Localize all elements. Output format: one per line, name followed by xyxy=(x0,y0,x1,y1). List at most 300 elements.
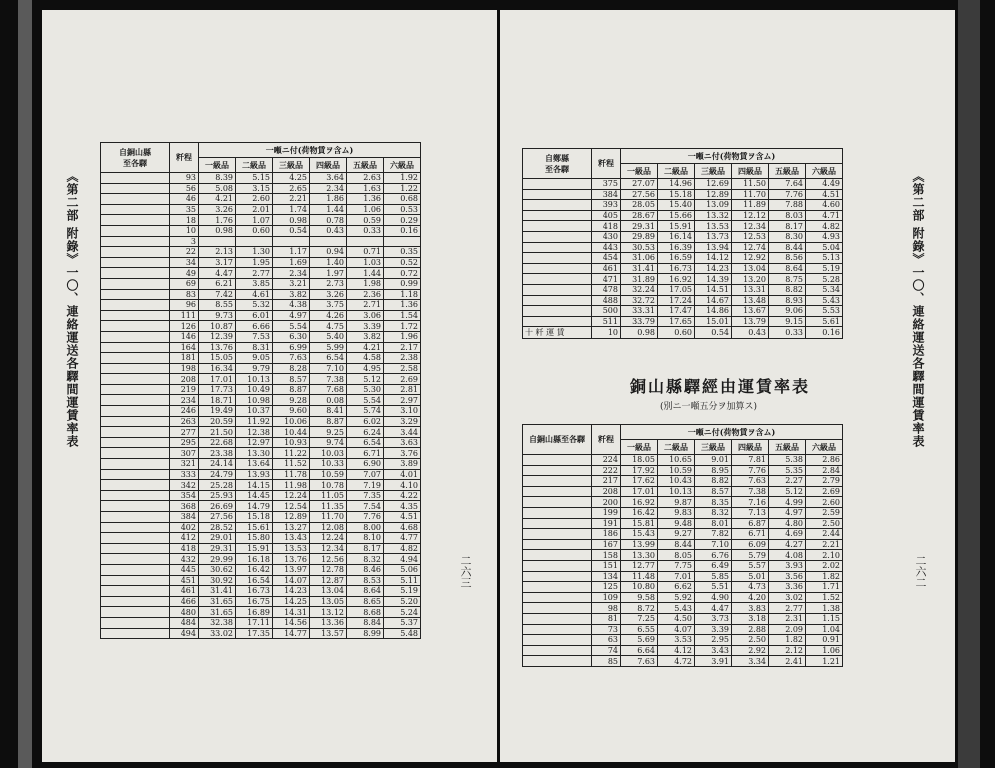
corner-from: 自銅山縣 xyxy=(119,146,151,157)
fare-value xyxy=(347,236,384,247)
distance-value: 461 xyxy=(592,263,621,274)
fare-value: 32.24 xyxy=(621,284,658,295)
fare-value: 2.69 xyxy=(384,374,421,385)
fare-value: 4.20 xyxy=(732,592,769,603)
fare-value: 13.67 xyxy=(732,306,769,317)
fare-value: 12.12 xyxy=(732,210,769,221)
fare-value: 11.89 xyxy=(732,200,769,211)
fare-value: 4.21 xyxy=(347,342,384,353)
corner-to: 至各驛 xyxy=(545,163,569,174)
table-row xyxy=(101,236,421,247)
fare-value: 13.97 xyxy=(273,564,310,575)
table-row xyxy=(523,529,843,540)
class-header: 三級品 xyxy=(695,164,732,179)
class-header: 一級品 xyxy=(199,158,236,173)
distance-value: 93 xyxy=(170,173,199,184)
table-row xyxy=(101,437,421,448)
fare-value: 12.97 xyxy=(236,437,273,448)
fare-value: 13.04 xyxy=(732,263,769,274)
fare-value: 8.56 xyxy=(769,253,806,264)
distance-value: 412 xyxy=(170,533,199,544)
fare-value: 1.72 xyxy=(384,321,421,332)
fare-value: 30.92 xyxy=(199,575,236,586)
fare-value: 13.32 xyxy=(695,210,732,221)
fare-value: 0.52 xyxy=(384,257,421,268)
fare-value: 7.76 xyxy=(347,512,384,523)
fare-value: 11.52 xyxy=(273,459,310,470)
fare-value: 7.63 xyxy=(732,476,769,487)
fare-value: 1.36 xyxy=(347,194,384,205)
fare-value: 13.12 xyxy=(310,607,347,618)
fare-value: 12.92 xyxy=(732,253,769,264)
fare-value: 8.46 xyxy=(347,564,384,575)
table-row xyxy=(523,613,843,624)
fare-value: 8.87 xyxy=(273,384,310,395)
fare-value: 14.45 xyxy=(236,490,273,501)
fare-value: 3.93 xyxy=(769,560,806,571)
fare-value: 2.36 xyxy=(347,289,384,300)
distance-value: 46 xyxy=(170,194,199,205)
distance-value: 98 xyxy=(592,603,621,614)
table-subtitle: (別ニ一噸五分ヲ加算ス) xyxy=(660,402,758,412)
fare-value: 8.82 xyxy=(695,476,732,487)
table-row xyxy=(523,200,843,211)
fare-value: 17.24 xyxy=(658,295,695,306)
fare-value: 8.05 xyxy=(658,550,695,561)
station-name xyxy=(523,210,592,221)
table-row xyxy=(523,507,843,518)
station-name xyxy=(523,635,592,646)
fare-value: 12.34 xyxy=(732,221,769,232)
fare-value: 8.82 xyxy=(769,284,806,295)
fare-value: 12.24 xyxy=(273,490,310,501)
fare-value: 2.10 xyxy=(806,550,843,561)
book-binding-left xyxy=(18,0,32,768)
fare-value: 2.60 xyxy=(236,194,273,205)
distance-value: 208 xyxy=(592,486,621,497)
fare-value: 13.99 xyxy=(621,539,658,550)
station-name xyxy=(101,575,170,586)
fare-group-header: 一噸ニ付(荷物賃ヲ含ム) xyxy=(621,425,843,440)
fare-value: 5.74 xyxy=(347,406,384,417)
fare-value: 14.51 xyxy=(695,284,732,295)
table-row xyxy=(101,173,421,184)
fare-value: 5.12 xyxy=(769,486,806,497)
distance-value: 186 xyxy=(592,529,621,540)
station-name xyxy=(523,465,592,476)
fare-value: 1.82 xyxy=(806,571,843,582)
fare-value: 9.15 xyxy=(769,316,806,327)
fare-value: 8.17 xyxy=(769,221,806,232)
station-name xyxy=(523,455,592,466)
left-running-header: 《第二部 附錄》一〇、連絡運送各驛間運賃率表 xyxy=(65,170,79,449)
fare-value: 4.58 xyxy=(347,353,384,364)
fare-value: 2.71 xyxy=(347,300,384,311)
fare-value: 2.21 xyxy=(273,194,310,205)
table-row xyxy=(101,459,421,470)
class-header: 五級品 xyxy=(769,164,806,179)
class-header: 二級品 xyxy=(658,164,695,179)
table-row xyxy=(101,342,421,353)
fare-value: 2.09 xyxy=(769,624,806,635)
corner-header xyxy=(523,425,592,455)
fare-value: 8.55 xyxy=(199,300,236,311)
fare-value: 0.54 xyxy=(273,225,310,236)
station-name xyxy=(523,497,592,508)
fare-value: 4.71 xyxy=(806,210,843,221)
fare-value: 5.30 xyxy=(347,384,384,395)
distance-value: 405 xyxy=(592,210,621,221)
distance-value: 393 xyxy=(592,200,621,211)
fare-value: 13.09 xyxy=(695,200,732,211)
fare-value: 2.12 xyxy=(769,645,806,656)
fare-value: 8.99 xyxy=(347,628,384,639)
fare-value: 16.59 xyxy=(658,253,695,264)
fare-value: 7.53 xyxy=(236,331,273,342)
fare-value: 9.28 xyxy=(273,395,310,406)
fare-value: 13.76 xyxy=(273,554,310,565)
fare-value: 4.12 xyxy=(658,645,695,656)
station-name xyxy=(101,554,170,565)
distance-value: 375 xyxy=(592,179,621,190)
table-row xyxy=(101,300,421,311)
table-row xyxy=(523,221,843,232)
table-row xyxy=(101,406,421,417)
fare-value: 4.47 xyxy=(199,268,236,279)
station-name xyxy=(523,263,592,274)
fare-value: 15.40 xyxy=(658,200,695,211)
fare-value: 3.06 xyxy=(347,310,384,321)
fare-value: 5.54 xyxy=(273,321,310,332)
fare-value: 10.44 xyxy=(273,427,310,438)
fare-value: 7.76 xyxy=(769,189,806,200)
station-name xyxy=(101,363,170,374)
distance-value: 471 xyxy=(592,274,621,285)
fare-value: 15.66 xyxy=(658,210,695,221)
fare-value: 3.76 xyxy=(384,448,421,459)
right-page xyxy=(500,10,955,762)
fare-value: 7.88 xyxy=(769,200,806,211)
fare-value: 14.25 xyxy=(273,596,310,607)
fare-value: 5.37 xyxy=(384,617,421,628)
fare-value: 4.90 xyxy=(695,592,732,603)
table-row xyxy=(101,257,421,268)
fare-value: 18.71 xyxy=(199,395,236,406)
fare-value: 13.73 xyxy=(695,231,732,242)
distance-value: 445 xyxy=(170,564,199,575)
station-name xyxy=(101,406,170,417)
fare-value: 10.33 xyxy=(310,459,347,470)
fare-value: 8.87 xyxy=(310,416,347,427)
fare-value: 14.79 xyxy=(236,501,273,512)
distance-value: 224 xyxy=(592,455,621,466)
station-name xyxy=(101,512,170,523)
fare-value: 2.31 xyxy=(769,613,806,624)
distance-value: 217 xyxy=(592,476,621,487)
fare-value: 6.87 xyxy=(732,518,769,529)
fare-value: 0.98 xyxy=(273,215,310,226)
fare-value: 2.34 xyxy=(273,268,310,279)
fare-value: 5.57 xyxy=(732,560,769,571)
fare-value: 27.07 xyxy=(621,179,658,190)
fare-value: 24.14 xyxy=(199,459,236,470)
fare-value: 17.73 xyxy=(199,384,236,395)
fare-value: 4.72 xyxy=(658,656,695,667)
fare-value: 9.27 xyxy=(658,529,695,540)
fare-value: 2.27 xyxy=(769,476,806,487)
station-name xyxy=(523,221,592,232)
fare-value: 2.81 xyxy=(384,384,421,395)
fare-value: 12.56 xyxy=(310,554,347,565)
fare-value: 30.62 xyxy=(199,564,236,575)
class-header: 六級品 xyxy=(806,164,843,179)
fare-value: 10.43 xyxy=(658,476,695,487)
fare-value: 11.05 xyxy=(310,490,347,501)
class-header: 五級品 xyxy=(769,440,806,455)
fare-value: 7.81 xyxy=(732,455,769,466)
fare-value: 7.38 xyxy=(732,486,769,497)
fare-value: 4.35 xyxy=(384,501,421,512)
fare-value xyxy=(273,236,310,247)
table-row xyxy=(523,550,843,561)
fare-value: 1.36 xyxy=(384,300,421,311)
fare-value: 8.65 xyxy=(347,596,384,607)
fare-value: 10.13 xyxy=(658,486,695,497)
station-name xyxy=(523,507,592,518)
table-row xyxy=(523,242,843,253)
table-row xyxy=(101,427,421,438)
fare-value: 13.76 xyxy=(199,342,236,353)
table-row xyxy=(101,469,421,480)
fare-value: 2.86 xyxy=(806,455,843,466)
fare-value: 16.54 xyxy=(236,575,273,586)
fare-value: 10.03 xyxy=(310,448,347,459)
fare-value: 17.62 xyxy=(621,476,658,487)
fare-value: 1.74 xyxy=(273,204,310,215)
fare-value: 2.79 xyxy=(806,476,843,487)
fare-value: 5.06 xyxy=(384,564,421,575)
fare-value: 3.91 xyxy=(695,656,732,667)
station-name xyxy=(101,596,170,607)
fare-value: 11.48 xyxy=(621,571,658,582)
fare-value: 1.07 xyxy=(236,215,273,226)
station-name xyxy=(523,613,592,624)
distance-value: 384 xyxy=(170,512,199,523)
distance-value: 384 xyxy=(592,189,621,200)
fare-value: 16.73 xyxy=(658,263,695,274)
table-row xyxy=(523,486,843,497)
table-row xyxy=(101,363,421,374)
fare-value: 12.54 xyxy=(273,501,310,512)
distance-value: 126 xyxy=(170,321,199,332)
fare-value: 9.79 xyxy=(236,363,273,374)
fare-value: 3.29 xyxy=(384,416,421,427)
fare-value: 12.74 xyxy=(732,242,769,253)
distance-header: 粁程 xyxy=(170,143,199,173)
fare-value: 3.15 xyxy=(236,183,273,194)
fare-value: 4.77 xyxy=(384,533,421,544)
fare-value: 5.15 xyxy=(236,173,273,184)
table-row xyxy=(101,554,421,565)
fare-value: 10.93 xyxy=(273,437,310,448)
fare-value: 31.89 xyxy=(621,274,658,285)
fare-value: 1.15 xyxy=(806,613,843,624)
table-row xyxy=(523,518,843,529)
fare-value: 0.08 xyxy=(310,395,347,406)
fare-value: 7.63 xyxy=(273,353,310,364)
fare-value: 1.98 xyxy=(347,278,384,289)
fare-value: 5.04 xyxy=(806,242,843,253)
distance-value: 22 xyxy=(170,247,199,258)
distance-value: 454 xyxy=(592,253,621,264)
station-name xyxy=(101,543,170,554)
fare-value: 1.86 xyxy=(310,194,347,205)
table-row xyxy=(523,539,843,550)
right-running-header: 《第二部 附錄》一〇、連絡運送各驛間運賃率表 xyxy=(911,170,925,449)
fare-value: 1.63 xyxy=(347,183,384,194)
table-row xyxy=(101,247,421,258)
station-name xyxy=(101,617,170,628)
distance-value: 81 xyxy=(592,613,621,624)
fare-value: 12.08 xyxy=(310,522,347,533)
fare-value: 11.50 xyxy=(732,179,769,190)
fare-value: 12.34 xyxy=(310,543,347,554)
table-row xyxy=(101,607,421,618)
fare-value: 16.34 xyxy=(199,363,236,374)
fare-value: 2.88 xyxy=(732,624,769,635)
fare-value: 2.84 xyxy=(806,465,843,476)
fare-value: 9.74 xyxy=(310,437,347,448)
table-row xyxy=(523,316,843,327)
fare-value: 6.64 xyxy=(621,645,658,656)
fare-value: 1.22 xyxy=(384,183,421,194)
fare-value: 14.56 xyxy=(273,617,310,628)
fare-value: 31.41 xyxy=(621,263,658,274)
fare-value: 16.89 xyxy=(236,607,273,618)
fare-value: 2.34 xyxy=(310,183,347,194)
fare-value: 2.77 xyxy=(769,603,806,614)
fare-value: 33.79 xyxy=(621,316,658,327)
fare-value: 8.35 xyxy=(695,497,732,508)
distance-value: 181 xyxy=(170,353,199,364)
fare-value: 33.31 xyxy=(621,306,658,317)
distance-value: 461 xyxy=(170,586,199,597)
fare-value: 10.37 xyxy=(236,406,273,417)
fare-value: 33.02 xyxy=(199,628,236,639)
fare-value: 12.39 xyxy=(199,331,236,342)
fare-value: 16.14 xyxy=(658,231,695,242)
fare-value: 4.27 xyxy=(769,539,806,550)
fare-value: 3.02 xyxy=(769,592,806,603)
fare-value: 1.03 xyxy=(347,257,384,268)
station-name xyxy=(523,284,592,295)
station-name xyxy=(101,437,170,448)
fare-value: 1.40 xyxy=(310,257,347,268)
class-header: 三級品 xyxy=(695,440,732,455)
fare-value: 7.10 xyxy=(695,539,732,550)
distance-value: 63 xyxy=(592,635,621,646)
table-row xyxy=(101,586,421,597)
table-row xyxy=(523,189,843,200)
station-name xyxy=(523,253,592,264)
fare-value: 18.05 xyxy=(621,455,658,466)
fare-value: 13.48 xyxy=(732,295,769,306)
fare-value: 14.12 xyxy=(695,253,732,264)
fare-value: 2.92 xyxy=(732,645,769,656)
fare-value: 4.01 xyxy=(384,469,421,480)
fare-value: 14.67 xyxy=(695,295,732,306)
station-name xyxy=(523,582,592,593)
fare-value: 2.44 xyxy=(806,529,843,540)
table-row xyxy=(523,476,843,487)
fare-value: 6.71 xyxy=(347,448,384,459)
station-name xyxy=(101,395,170,406)
class-header: 五級品 xyxy=(347,158,384,173)
fare-value: 9.83 xyxy=(658,507,695,518)
station-name xyxy=(523,529,592,540)
fare-value: 6.66 xyxy=(236,321,273,332)
table-row xyxy=(523,274,843,285)
fare-value: 6.54 xyxy=(347,437,384,448)
station-name xyxy=(101,225,170,236)
distance-value: 222 xyxy=(592,465,621,476)
fare-value: 1.21 xyxy=(806,656,843,667)
fare-value: 13.20 xyxy=(732,274,769,285)
fare-value: 4.94 xyxy=(384,554,421,565)
fare-value: 3.83 xyxy=(732,603,769,614)
station-name xyxy=(101,215,170,226)
fare-value: 15.18 xyxy=(658,189,695,200)
distance-value: 158 xyxy=(592,550,621,561)
fare-value: 0.99 xyxy=(384,278,421,289)
fare-value: 17.35 xyxy=(236,628,273,639)
fare-value: 12.69 xyxy=(695,179,732,190)
station-name xyxy=(101,469,170,480)
table-row xyxy=(101,628,421,639)
table-row xyxy=(101,416,421,427)
station-name xyxy=(101,459,170,470)
fare-value: 7.82 xyxy=(695,529,732,540)
fare-value: 2.38 xyxy=(384,353,421,364)
fare-value: 14.07 xyxy=(273,575,310,586)
distance-value: 96 xyxy=(170,300,199,311)
fare-value: 6.90 xyxy=(347,459,384,470)
table-row xyxy=(101,490,421,501)
fare-value: 0.33 xyxy=(769,327,806,339)
fare-value: 5.08 xyxy=(199,183,236,194)
fare-value: 1.69 xyxy=(273,257,310,268)
fare-value: 7.68 xyxy=(310,384,347,395)
fare-value: 4.95 xyxy=(347,363,384,374)
fare-group-header: 一噸ニ付(荷物賃ヲ含ム) xyxy=(621,149,843,164)
fare-value: 12.24 xyxy=(310,533,347,544)
distance-value: 198 xyxy=(170,363,199,374)
fare-value: 5.99 xyxy=(310,342,347,353)
fare-value: 3.26 xyxy=(310,289,347,300)
table-row xyxy=(101,543,421,554)
fare-value: 2.02 xyxy=(806,560,843,571)
fare-value: 5.11 xyxy=(384,575,421,586)
fare-value: 12.89 xyxy=(273,512,310,523)
fare-value: 31.65 xyxy=(199,607,236,618)
fare-value: 28.05 xyxy=(621,200,658,211)
fare-value: 8.68 xyxy=(347,607,384,618)
station-name xyxy=(523,200,592,211)
fare-value: 25.93 xyxy=(199,490,236,501)
fare-value: 14.15 xyxy=(236,480,273,491)
station-name xyxy=(101,289,170,300)
station-name xyxy=(101,501,170,512)
